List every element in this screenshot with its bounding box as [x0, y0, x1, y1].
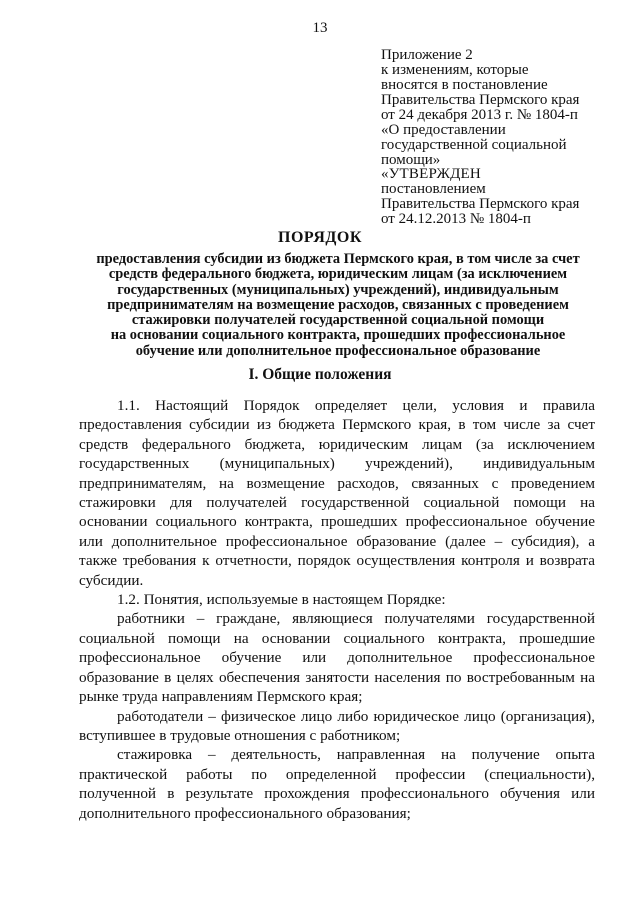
approval-line: постановлением	[381, 181, 486, 197]
approval-line: Правительства Пермского края	[381, 196, 580, 212]
subtitle-line: государственных (муниципальных) учреждений), индивидуальным	[117, 281, 559, 298]
appendix-line: от 24 декабря 2013 г. № 1804-п	[381, 107, 578, 123]
subtitle-line: средств федерального бюджета, юридическим лицам (за исключением	[108, 266, 568, 283]
appendix-line: государственной социальной	[381, 137, 567, 153]
document-subtitle	[82, 252, 594, 359]
appendix-block	[381, 48, 631, 168]
page-number: 13	[312, 20, 328, 36]
approval-stamp-block	[381, 167, 631, 227]
subtitle-line: обучение или дополнительное профессиональное образование	[135, 342, 541, 359]
subtitle-line: на основании социального контракта, прошедших профессиональное	[110, 327, 566, 344]
section-heading: I. Общие положения	[248, 366, 392, 383]
paragraph-1-2: 1.2. Понятия, используемые в настоящем Порядке:	[117, 591, 446, 609]
appendix-line: Правительства Пермского края	[381, 92, 580, 108]
definition-workers: работники – граждане, являющиеся получателями государственной социальной помощи на основании социального контракта, прошедшие профессиональное обучение или дополнительное профессиональное образование в целях обеспечения занятости населения по востребованным на рынке труда направлениям Пермского края;	[79, 610, 595, 706]
subtitle-line: предоставления субсидии из бюджета Пермского края, в том числе за счет	[96, 251, 580, 267]
appendix-line: Приложение 2	[381, 47, 473, 63]
document-body	[79, 396, 595, 823]
appendix-line: к изменениям, которые	[381, 62, 529, 78]
definition-internship: стажировка – деятельность, направленная на получение опыта практической работы по определенной профессии (специальности), полученной в результате прохождения профессионального обучения или дополнительного профессионального образования;	[79, 746, 595, 822]
appendix-line: «О предоставлении	[381, 122, 506, 138]
appendix-line: вносятся в постановление	[381, 77, 548, 93]
approval-line: «УТВЕРЖДЕН	[381, 166, 481, 182]
document-title: ПОРЯДОК	[278, 229, 362, 246]
subtitle-line: стажировки получателей государственной социальной помощи	[131, 312, 545, 329]
approval-line: от 24.12.2013 № 1804-п	[381, 211, 531, 227]
appendix-line: помощи»	[381, 152, 441, 168]
definition-employers: работодатели – физическое лицо либо юридическое лицо (организация), вступившее в трудовые отношения с работником;	[79, 707, 595, 744]
paragraph-1-1: 1.1. Настоящий Порядок определяет цели, условия и правила предоставления субсидии из бюджета Пермского края, в том числе за счет средств федерального бюджета, юридическим лицам (за исключением государственных (муниципальных) учреждений), индивидуальным предпринимателям, на возмещение расходов, связанных с проведением стажировки для получателей государственной социальной помощи на основании социального контракта, прошедших профессиональное обучение или дополнительное профессиональное образование (далее – субсидия), а также требования к отчетности, порядок осуществления контроля и возврата субсидии.	[79, 397, 595, 589]
subtitle-line: предпринимателям на возмещение расходов, связанных с проведением	[107, 296, 569, 313]
